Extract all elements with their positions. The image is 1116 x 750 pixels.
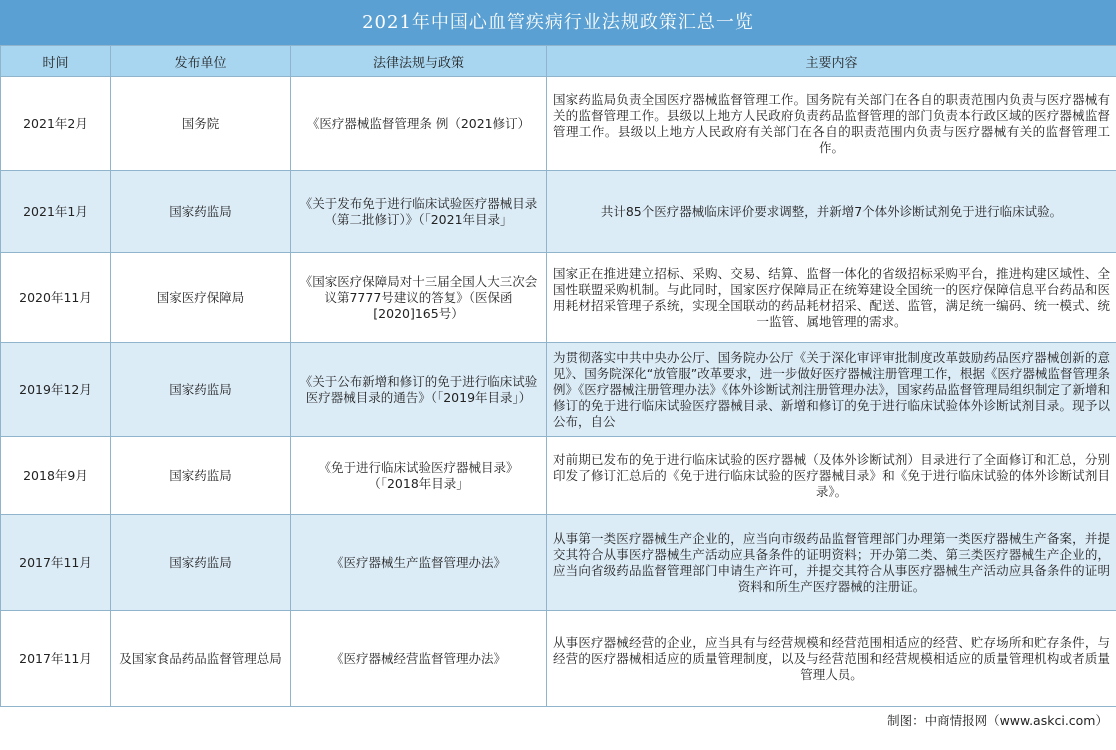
cell-time: 2017年11月 bbox=[1, 611, 111, 707]
table-row bbox=[1, 343, 1116, 437]
table-row bbox=[1, 171, 1116, 253]
cell-content: 国家正在推进建立招标、采购、交易、结算、监督一体化的省级招标采购平台，推进构建区域性、全国性联盟采购机制。与此同时，国家医疗保障局正在统筹建设全国统一的医疗保障信息平台药品和医用耗材招采管理子系统，实现全国联动的药品耗材招采、配送、监管，满足统一编码、统一模式、统一监管、属地管理的需求。 bbox=[547, 253, 1116, 343]
cell-publisher: 国家药监局 bbox=[111, 515, 291, 611]
cell-time: 2020年11月 bbox=[1, 253, 111, 343]
cell-content: 共计85个医疗器械临床评价要求调整，并新增7个体外诊断试剂免于进行临床试验。 bbox=[547, 171, 1116, 253]
cell-publisher: 国家药监局 bbox=[111, 171, 291, 253]
cell-policy: 《关于公布新增和修订的免于进行临床试验医疗器械目录的通告》（「2019年目录」） bbox=[291, 343, 547, 437]
header-time: 时间 bbox=[1, 46, 111, 77]
cell-publisher: 国家药监局 bbox=[111, 343, 291, 437]
policy-table bbox=[0, 45, 1116, 707]
cell-publisher: 国家药监局 bbox=[111, 437, 291, 515]
cell-policy: 《医疗器械经营监督管理办法》 bbox=[291, 611, 547, 707]
header-publisher: 发布单位 bbox=[111, 46, 291, 77]
cell-time: 2021年2月 bbox=[1, 77, 111, 171]
table-row bbox=[1, 77, 1116, 171]
table-row bbox=[1, 611, 1116, 707]
cell-time: 2018年9月 bbox=[1, 437, 111, 515]
table-row bbox=[1, 515, 1116, 611]
cell-policy: 《医疗器械生产监督管理办法》 bbox=[291, 515, 547, 611]
cell-policy: 《国家医疗保障局对十三届全国人大三次会议第7777号建议的答复》（医保函[2020]165号） bbox=[291, 253, 547, 343]
cell-time: 2019年12月 bbox=[1, 343, 111, 437]
cell-content: 从事医疗器械经营的企业，应当具有与经营规模和经营范围相适应的经营、贮存场所和贮存条件，与经营的医疗器械相适应的质量管理制度，以及与经营范围和经营规模相适应的质量管理机构或者质量管理人员。 bbox=[547, 611, 1116, 707]
cell-content: 从事第一类医疗器械生产企业的，应当向市级药品监督管理部门办理第一类医疗器械生产备案，并提交其符合从事医疗器械生产活动应具备条件的证明资料；开办第二类、第三类医疗器械生产企业的，应当向省级药品监督管理部门申请生产许可，并提交其符合从事医疗器械生产活动应具备条件的证明资料和所生产医疗器械的注册证。 bbox=[547, 515, 1116, 611]
cell-content-text: 为贯彻落实中共中央办公厅、国务院办公厅《关于深化审评审批制度改革鼓励药品医疗器械创新的意见》、国务院深化“放管服”改革要求，进一步做好医疗器械注册管理工作，根据《医疗器械监督管理条例》《医疗器械注册管理办法》《体外诊断试剂注册管理办法》，国家药品监督管理局组织制定了新增和修订的免于进行临床试验医疗器械目录、新增和修订的免于进行临床试验体外诊断试剂目录。现予以公布，自公 bbox=[553, 349, 1110, 429]
table-row bbox=[1, 253, 1116, 343]
cell-content: 对前期已发布的免于进行临床试验的医疗器械（及体外诊断试剂）目录进行了全面修订和汇总，分别印发了修订汇总后的《免于进行临床试验的医疗器械目录》和《免于进行临床试验的体外诊断试剂目录》。 bbox=[547, 437, 1116, 515]
source-credit: 制图：中商情报网（www.askci.com） bbox=[0, 707, 1116, 735]
cell-publisher: 国家医疗保障局 bbox=[111, 253, 291, 343]
cell-publisher: 国务院 bbox=[111, 77, 291, 171]
cell-policy: 《免于进行临床试验医疗器械目录》（「2018年目录」 bbox=[291, 437, 547, 515]
cell-policy: 《医疗器械监督管理条 例（2021修订） bbox=[291, 77, 547, 171]
cell-publisher: 及国家食品药品监督管理总局 bbox=[111, 611, 291, 707]
page-title: 2021年中国心血管疾病行业法规政策汇总一览 bbox=[0, 0, 1116, 45]
cell-time: 2017年11月 bbox=[1, 515, 111, 611]
table-row bbox=[1, 437, 1116, 515]
cell-content: 国家药监局负责全国医疗器械监督管理工作。国务院有关部门在各自的职责范围内负责与医疗器械有关的监督管理工作。县级以上地方人民政府负责药品监督管理的部门负责本行政区域的医疗器械监督管理工作。县级以上地方人民政府有关部门在各自的职责范围内负责与医疗器械有关的监督管理工作。 bbox=[547, 77, 1116, 171]
cell-content bbox=[547, 343, 1116, 437]
cell-time: 2021年1月 bbox=[1, 171, 111, 253]
table-header-row bbox=[1, 46, 1116, 77]
header-content: 主要内容 bbox=[547, 46, 1116, 77]
cell-policy: 《关于发布免于进行临床试验医疗器械目录（第二批修订）》（「2021年目录」 bbox=[291, 171, 547, 253]
header-policy: 法律法规与政策 bbox=[291, 46, 547, 77]
